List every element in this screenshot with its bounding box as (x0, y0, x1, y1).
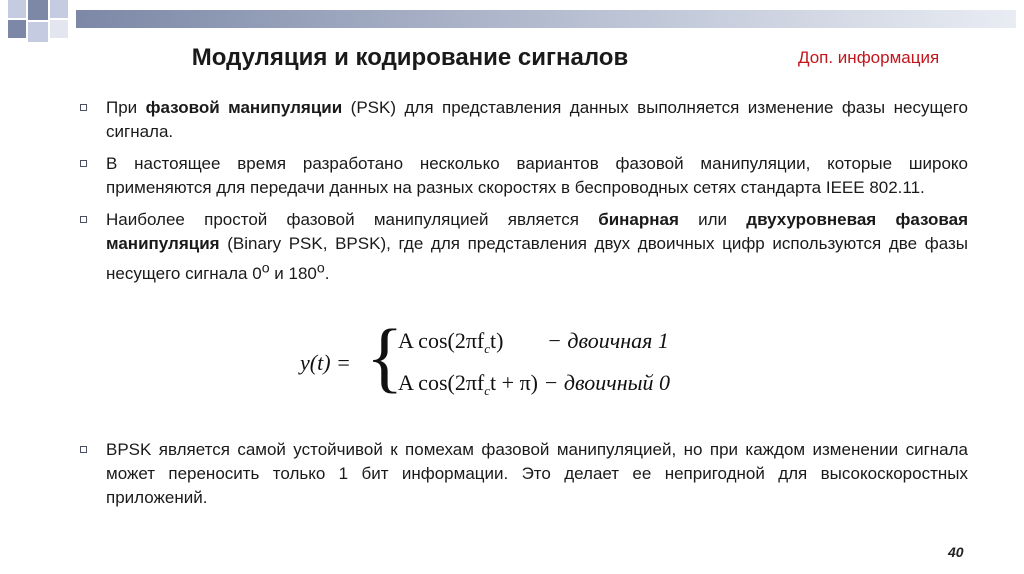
bpsk-bullet-list (78, 438, 968, 510)
deco-square (8, 0, 26, 18)
bullet-item (78, 438, 968, 510)
square-bullet-icon (80, 160, 87, 167)
bullet-list (78, 96, 968, 294)
deco-square (50, 20, 68, 38)
bullet-text: Наиболее простой фазовой манипуляцией является бинарная или двухуровневая фазовая манипуляция (Binary PSK, BPSK), где для представления двух двоичных цифр используются две фазы несущего сигнала $0^о$ и $180^о$. (106, 210, 969, 283)
bullet-text: В настоящее время разработано несколько вариантов фазовой манипуляции, которые широко применяются для передачи данных на разных скоростях в беспроводных сетях стандарта IEEE 802.11. (106, 154, 968, 197)
bullet-text: BPSK является самой устойчивой к помехам фазовой манипуляцией, но при каждом изменении сигнала может переносить только 1 бит информации. Это делает ее непригодной для высокоскоростных приложений. (106, 440, 968, 507)
deco-square (50, 0, 68, 18)
bullet-item (78, 152, 968, 200)
bullet-item (78, 96, 968, 144)
formula-row-1: A $\cos(2\pi f_ct)$ − двоичная 1 (398, 328, 669, 356)
deco-square (8, 20, 26, 38)
formula-lhs: y(t) = (300, 350, 351, 375)
square-bullet-icon (80, 216, 87, 223)
formula-row-2: A $\cos(2\pi f_ct + \pi)$ − двоичный 0 (398, 370, 671, 398)
header-decoration (0, 0, 1024, 48)
deco-square (28, 22, 48, 42)
header-bar (76, 10, 1016, 28)
deco-square (28, 0, 48, 20)
page-title: Модуляция и кодирование сигналов (191, 44, 629, 71)
bullet-item (78, 208, 968, 286)
bullet-text: При фазовой манипуляции (PSK) для представления данных выполняется изменение фазы несущего сигнала. (106, 98, 968, 141)
page-number: 40 (948, 544, 964, 560)
extra-info-label: Доп. информация (798, 48, 940, 67)
square-bullet-icon (80, 104, 87, 111)
bpsk-formula (300, 313, 720, 402)
square-bullet-icon (80, 446, 87, 453)
formula-brace: { (366, 313, 404, 400)
